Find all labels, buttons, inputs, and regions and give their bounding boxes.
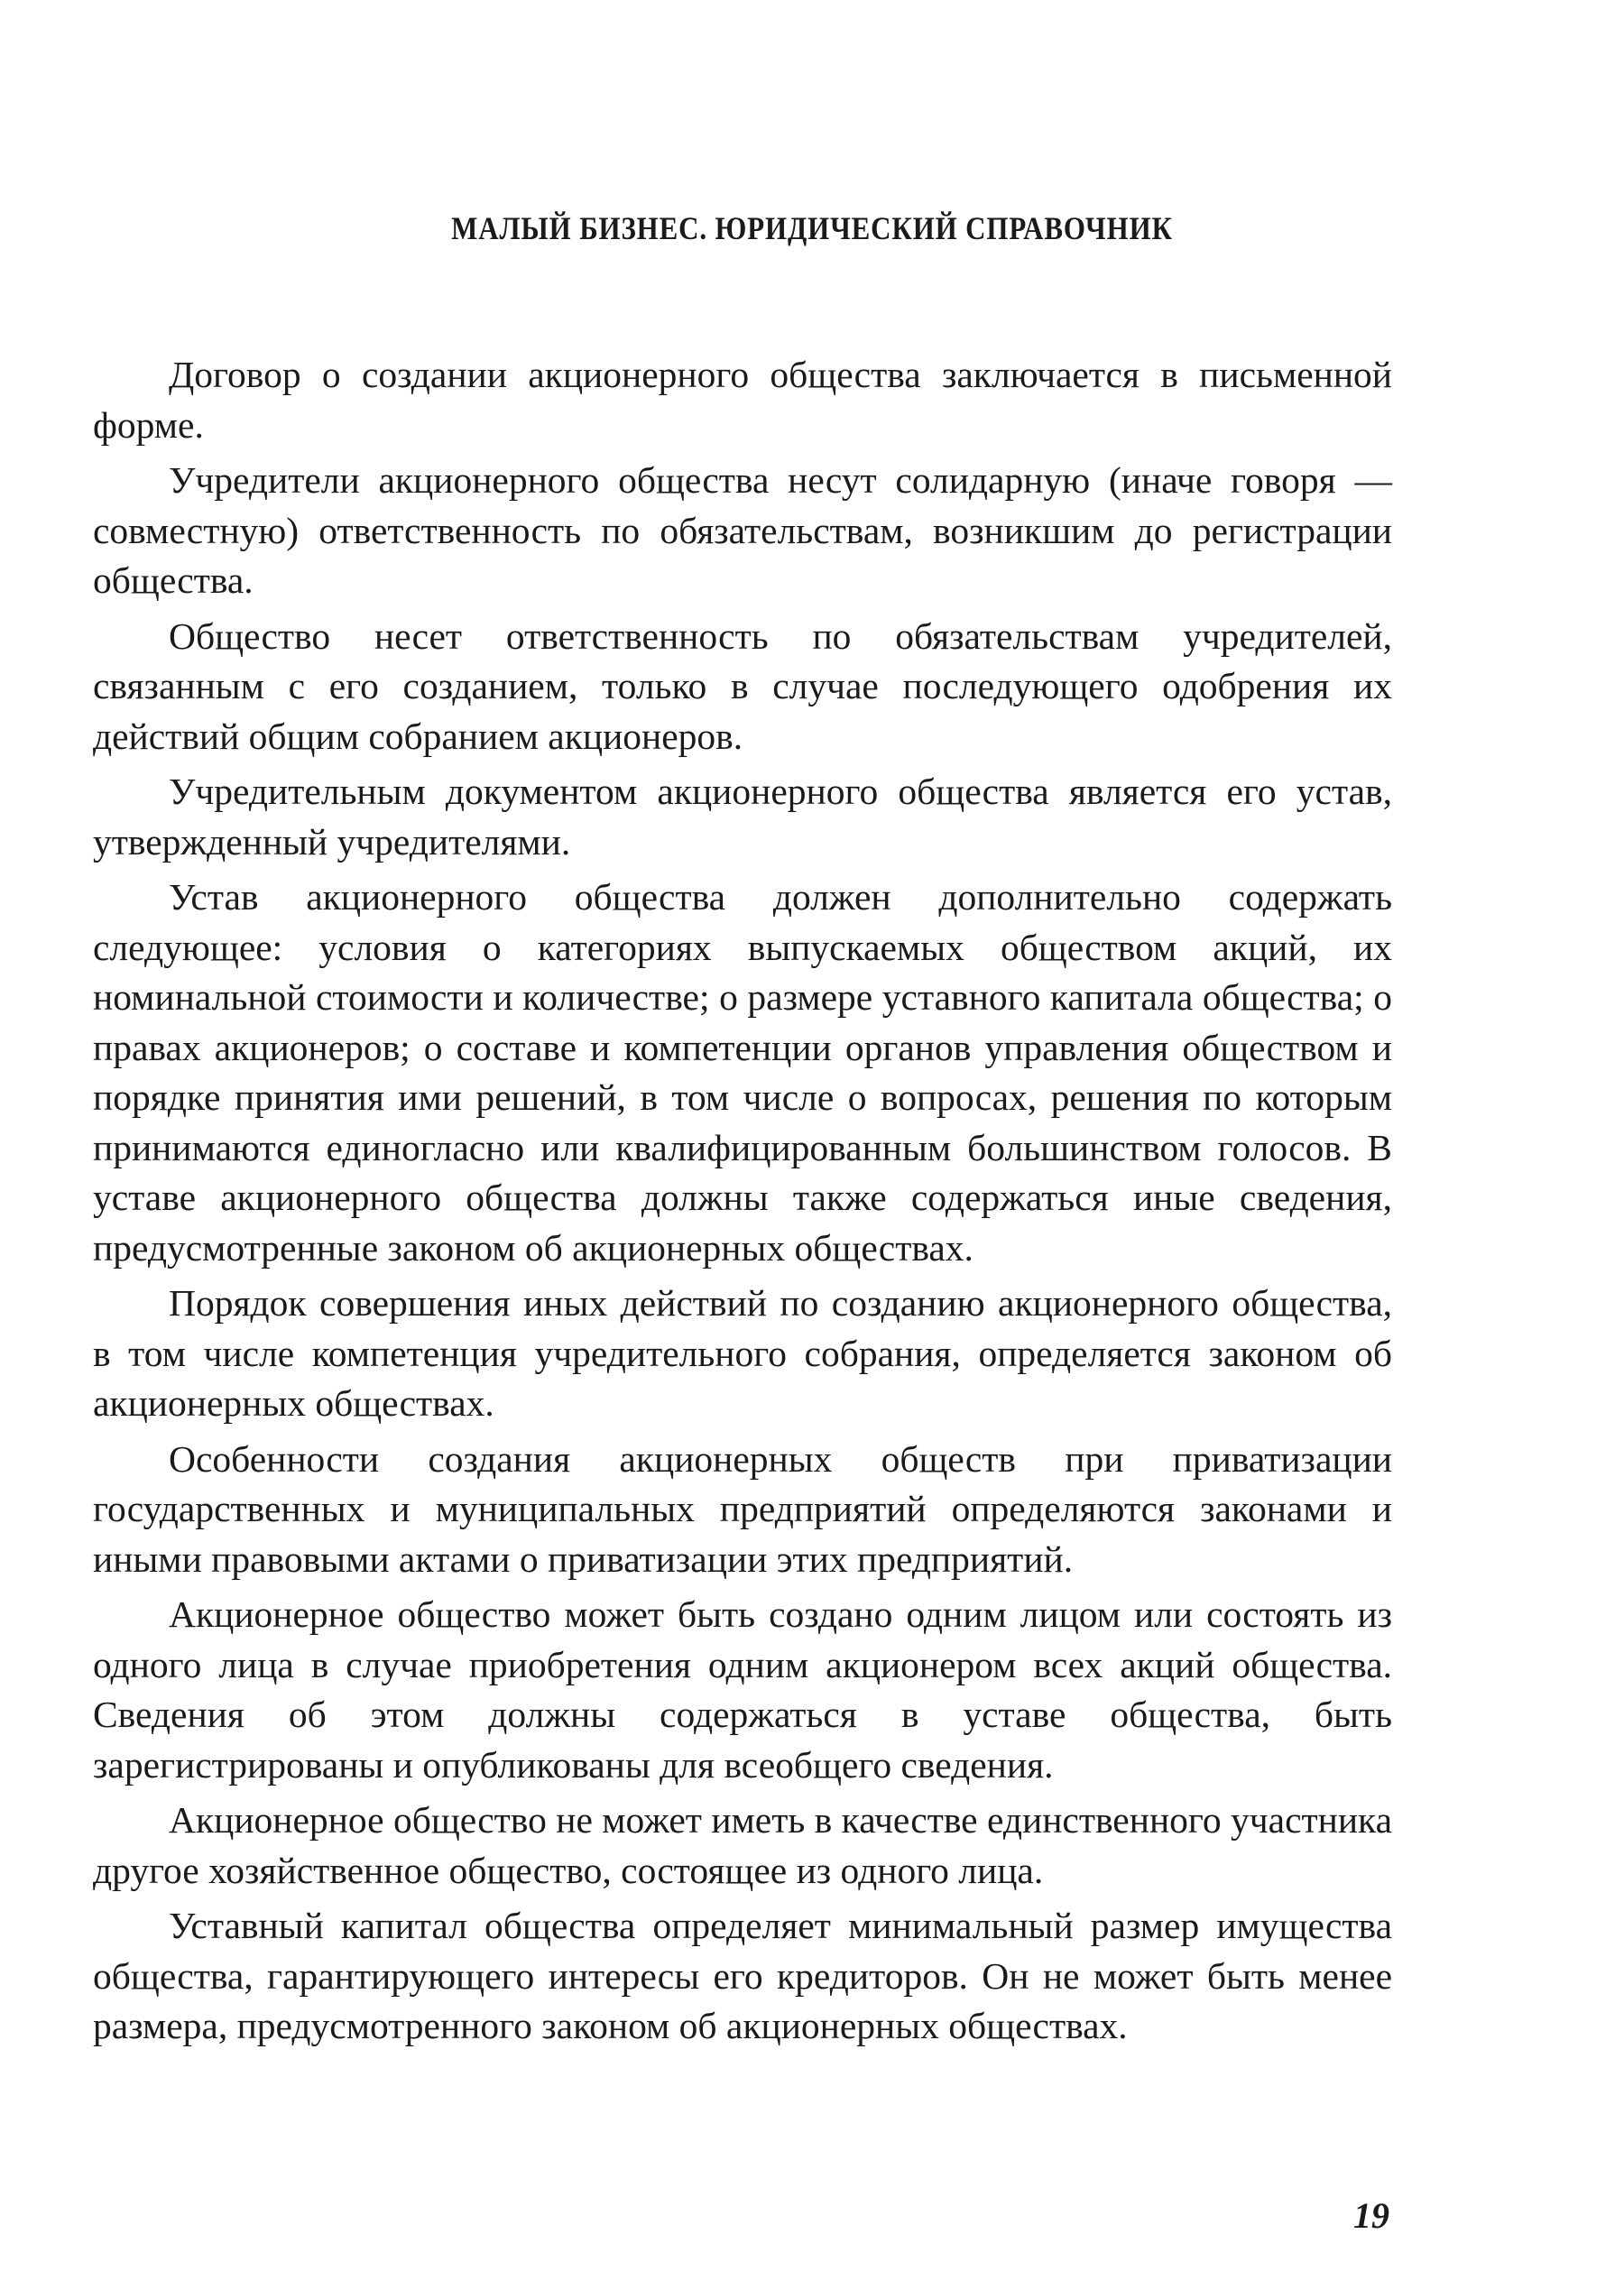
paragraph: Устав акционерного общества должен дополнительно содержать следующее: условия о категориях выпускаемых обществом акций, их номинальной стоимости и количестве; о размере уставного капитала общества; о правах акционеров; о составе и компетенции органов управления обществом и порядке принятия ими решений, в том числе о вопросах, решения по которым принимаются единогласно или квалифицированным большинством голосов. В уставе акционерного общества должны также содержаться иные сведения, предусмотренные законом об акционерных обществах. xyxy=(93,876,1392,1269)
paragraph: Учредители акционерного общества несут солидарную (иначе говоря — совместную) ответственность по обязательствам, возникшим до регистрации общества. xyxy=(93,459,1392,601)
paragraph: Акционерное общество не может иметь в качестве единственного участника другое хозяйственное общество, состоящее из одного лица. xyxy=(93,1799,1392,1891)
page-number: 19 xyxy=(1353,2195,1389,2236)
paragraph: Общество несет ответственность по обязательствам учредителей, связанным с его созданием, только в случае последующего одобрения их действий общим собранием акционеров. xyxy=(93,614,1392,757)
paragraph: Порядок совершения иных действий по созданию акционерного общества, в том числе компетенция учредительного собрания, определяется законом об акционерных обществах. xyxy=(93,1282,1392,1424)
body-text xyxy=(93,350,1392,2057)
paragraph: Акционерное общество может быть создано одним лицом или состоять из одного лица в случае приобретения одним акционером всех акций общества. Сведения об этом должны содержаться в уставе общества, быть зарегистрированы и опубликованы для всеобщего сведения. xyxy=(93,1593,1392,1786)
paragraph: Учредительным документом акционерного общества является его устав, утвержденный учредителями. xyxy=(93,771,1392,863)
paragraph: Уставный капитал общества определяет минимальный размер имущества общества, гарантирующего интересы его кредиторов. Он не может быть менее размера, предусмотренного законом об акционерных обществах. xyxy=(93,1905,1392,2046)
running-head: МАЛЫЙ БИЗНЕС. ЮРИДИЧЕСКИЙ СПРАВОЧНИК xyxy=(451,210,1173,246)
paragraph: Договор о создании акционерного общества заключается в письменной форме. xyxy=(93,354,1392,446)
paragraph: Особенности создания акционерных обществ при приватизации государственных и муниципальных предприятий определяются законами и иными правовыми актами о приватизации этих предприятий. xyxy=(93,1437,1392,1580)
